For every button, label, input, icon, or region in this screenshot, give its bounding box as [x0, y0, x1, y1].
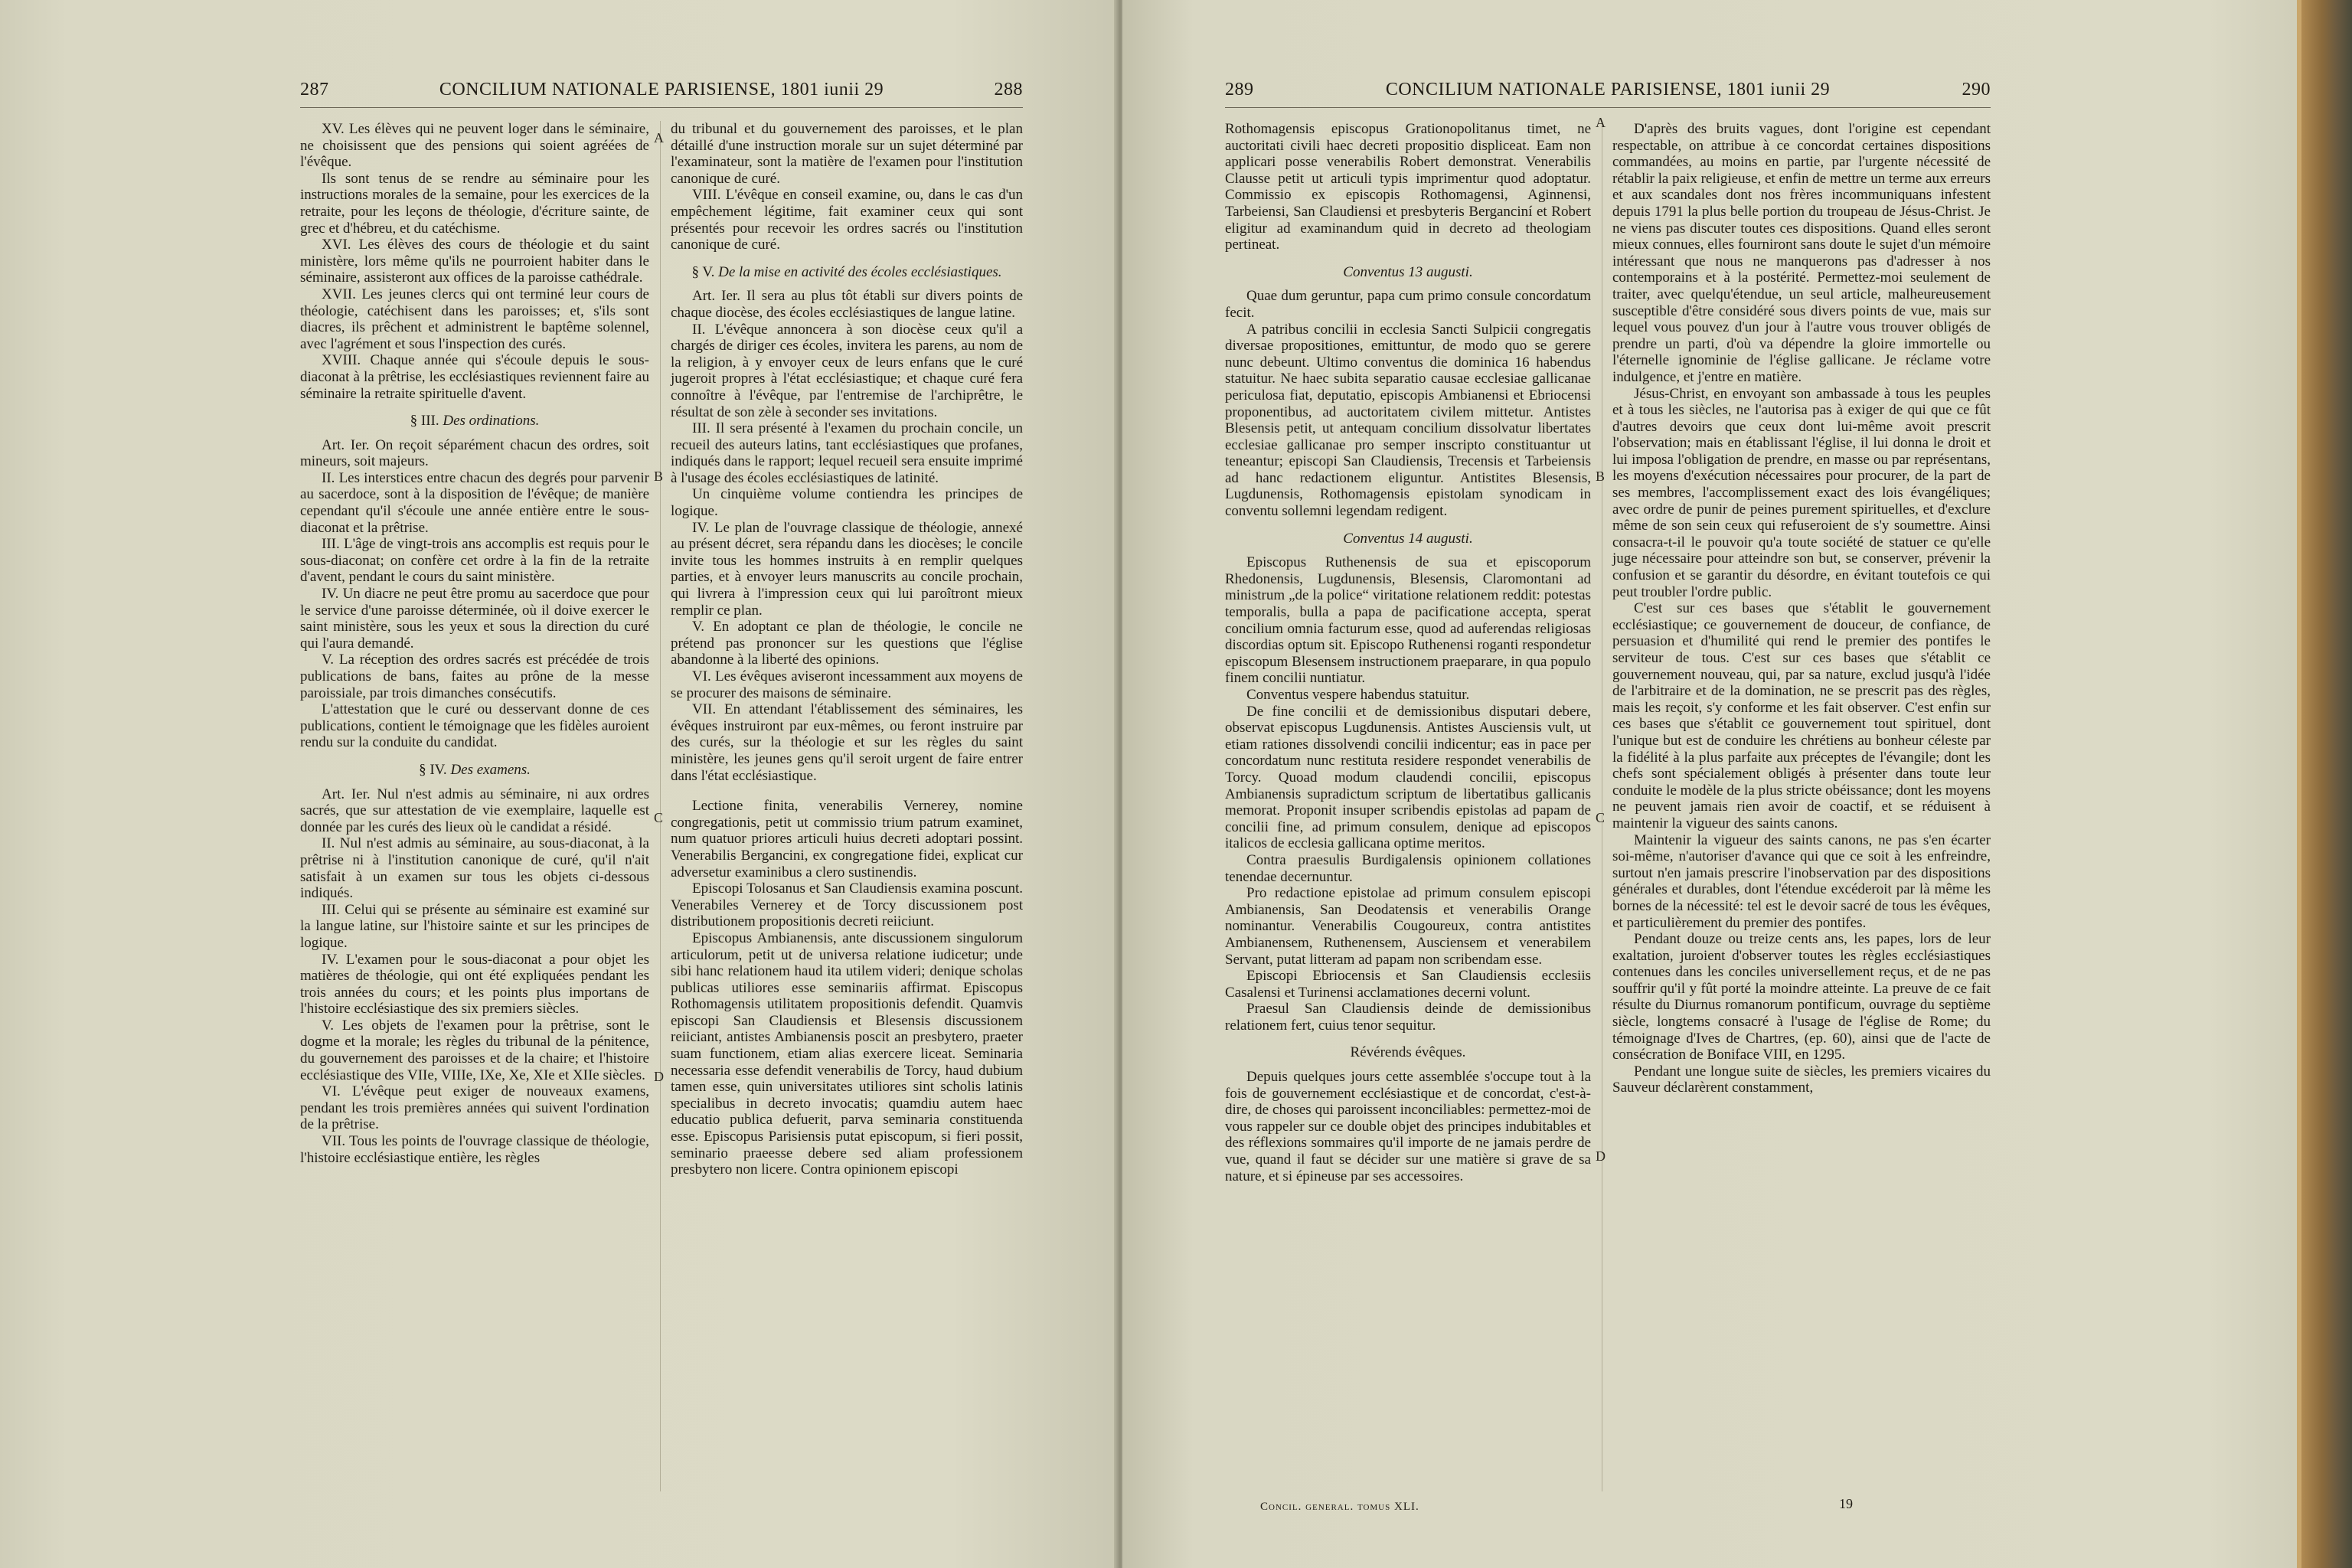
paragraph: Art. Ier. Nul n'est admis au séminaire, ni aux ordres sacrés, que sur attestation de vie exemplaire, laquelle est donnée par les curés des lieux où le candidat a résidé. — [300, 786, 649, 835]
address-heading: Révérends évêques. — [1350, 1044, 1466, 1061]
left-running-header — [300, 80, 1023, 103]
paragraph: II. L'évêque annoncera à son diocèse ceux qu'il a chargés de diriger ces écoles, invitera les parens, au nom de la religion, à y envoyer ceux de leurs enfans que le curé jugeroit propres à l'état ecclésiastique; et chaque curé fera connoître à l'évêque, par l'entremise de l'archiprêtre, le résultat de son zèle à seconder ses invitations. — [671, 321, 1023, 420]
margin-letter-c: C — [1596, 810, 1606, 825]
running-title-left: CONCILIUM NATIONALE PARISIENSE, 1801 iunii 29 — [439, 80, 884, 100]
margin-letter-a: A — [654, 130, 664, 145]
spacer — [671, 784, 1023, 798]
paragraph: IV. Un diacre ne peut être promu au sacerdoce que pour le service d'une paroisse déterminée, où il doive exercer le saint ministère, sous les yeux et sous la direction du curé qui l'aura demandé. — [300, 586, 649, 652]
paragraph: Pendant douze ou treize cents ans, les papes, lors de leur exaltation, juroient d'observer toutes les règles ecclésiastiques contenues dans les conciles universellement reçus, et de ne pas souffrir qu'il y fût porté la moindre atteinte. La preuve de ce fait résulte du Diurnus romanorum pontificum, ouvrage du septième siècle, longtems consacré à l'usage de l'église de Rome; du témoignage d'Ives de Chartres, (ep. 60), ainsi que de l'acte de consécration de Boniface VIII, en 1295. — [1612, 931, 1991, 1063]
column-2 — [671, 121, 1023, 1178]
paragraph: V. En adoptant ce plan de théologie, le concile ne prétend pas prononcer sur les questions que l'église abandonne à la liberté des opinions. — [671, 619, 1023, 668]
paragraph: Episcopus Ruthenensis de sua et episcoporum Rhedonensis, Lugdunensis, Blesensis, Claromontani ad ministrum „de la police“ viritatione relationem reddit: potestas temporalis, bulla a papa de pacificatione accepta, sperat concilium omnia facturum esse, quod ad auferendas religiosas discordias optum sit. Episcopo Ruthenensi roganti respondetur episcopum Blesensem instructionem praeparare, in qua populo finem concilii nuntiatur. — [1225, 554, 1591, 687]
paragraph: Art. Ier. On reçoit séparément chacun des ordres, soit mineurs, soit majeurs. — [300, 436, 649, 470]
paragraph: Quae dum geruntur, papa cum primo consule concordatum fecit. — [1225, 288, 1591, 321]
paragraph: VI. Les évêques aviseront incessamment aux moyens de se procurer des maisons de séminaire. — [671, 668, 1023, 701]
paragraph: Ils sont tenus de se rendre au séminaire pour les instructions morales de la semaine, pour les exercices de la retraite, pour les leçons de théologie, d'écriture sainte, de grec et d'hébreu, et du catéchisme. — [300, 170, 649, 237]
paragraph: Episcopi Tolosanus et San Claudiensis examina poscunt. Venerabiles Vernerey et de Torcy discussionem post distributionem propositionis decreti reiiciunt. — [671, 880, 1023, 930]
paragraph: V. Les objets de l'examen pour la prêtrise, sont le dogme et la morale; les règles du tribunal de la pénitence, du gouvernement des paroisses et de la chaire; et l'histoire ecclésiastique des VIIe, VIIIe, IXe, Xe, XIe et XIIe siècles. — [300, 1017, 649, 1083]
paragraph: Un cinquième volume contiendra les principes de logique. — [671, 486, 1023, 520]
margin-letter-b: B — [1596, 469, 1606, 484]
margin-letter-b: B — [654, 469, 664, 484]
column-4 — [1612, 121, 1991, 1096]
paragraph: Contra praesulis Burdigalensis opinionem collationes tenendae decernuntur. — [1225, 851, 1591, 885]
paragraph: A patribus concilii in ecclesia Sancti Sulpicii congregatis diversae propositiones, emittuntur, de modo quo se gerere nunc debeunt. Ultimo conventus die dominica 16 habendus statuitur. Ne haec subita separatio causae ecclesiae gallicanae periculosa fiat, deputatio, episcopis Ambianensi et Ebriocensi proponentibus, ad auctoritatem civilem mittetur. Antistes Blesensis petit, ut antequam concilium dissolvatur libertates ecclesiae gallicanae pro semper inscripto constituantur ut teneantur; episcopi San Claudiensis, Trecensis et Tarbeiensis ad hanc redactionem eliguntur. Antistites Blesensis, Lugdunensis, Rothomagensis epistolam synodicam in conventu sollemni legendam redigent. — [1225, 321, 1591, 520]
paragraph: L'attestation que le curé ou desservant donne de ces publications, contient le témoignage que les fidèles auroient rendu sur la conduite du candidat. — [300, 701, 649, 751]
section-title: Des ordinations. — [443, 413, 540, 430]
signature-mark: 19 — [1839, 1496, 1853, 1511]
paragraph: XVII. Les jeunes clercs qui ont terminé leur cours de théologie, catéchisent dans les paroisses; et, s'ils sont diacres, ils prêchent et administrent le baptême solennel, avec l'agrément et sous l'inspection des curés. — [300, 286, 649, 352]
paragraph: III. Il sera présenté à l'examen du prochain concile, un recueil des auteurs latins, tant ecclésiastiques que profanes, indiqués dans le rapport; lequel recueil sera ensuite imprimé à l'usage des écoles ecclésiastiques de latinité. — [671, 420, 1023, 486]
paragraph: VII. Tous les points de l'ouvrage classique de théologie, l'histoire ecclésiastique entière, les règles — [300, 1133, 649, 1166]
running-title-right: CONCILIUM NATIONALE PARISIENSE, 1801 iunii 29 — [1385, 80, 1831, 100]
section-number: § IV. — [419, 761, 447, 778]
header-rule-left — [300, 107, 1023, 108]
paragraph: Lectione finita, venerabilis Vernerey, nomine congregationis, petit ut commissio trium patrum examinet, num quatuor priores articuli huius decreti adoptari possint. Venerabilis Bergancini, ex congregatione fidei, explicat cur adversetur examinibus a clero sustinendis. — [671, 798, 1023, 880]
paragraph: Maintenir la vigueur des saints canons, ne pas s'en écarter soi-même, n'autoriser d'avance qui que ce soit à les enfreindre, surtout n'en jamais prescrire l'inobservation par des dispositions générales et durables, dont l'étendue excéderoit par là même les bornes de la nécessité: tel est le devoir sacré de tous les évêques, et particulièrement du premier des pontifes. — [1612, 831, 1991, 931]
paragraph: Pro redactione epistolae ad primum consulem episcopi Ambianensis, San Deodatensis et venerabilis Orange nominantur. Venerabilis Cougoureux, contra antistites Ambianensem, Ruthenensem, Ausciensem et venerabilem Servant, putat litteram ad papam non scribendam esse. — [1225, 885, 1591, 968]
left-page — [0, 0, 1118, 1568]
paragraph: VII. En attendant l'établissement des séminaires, les évêques instruiront par eux-mêmes, ou feront instruire par des curés, sur la théologie et sur les règles du saint ministère, les jeunes gens qu'il seroit urgent de faire entrer dans l'état ecclésiastique. — [671, 701, 1023, 784]
paragraph: C'est sur ces bases que s'établit le gouvernement ecclésiastique; ce gouvernement de douceur, de confiance, de persuasion et d'humilité qui rend le premier des pontifes le serviteur de tous. C'est sur ces bases que s'établit ce gouvernement nouveau, qui, par sa nature, exclud jusqu'à l'idée de l'arbitraire et de la domination, ne se prescrit pas des règles, mais les reçoit, s'y conforme et les fait observer. C'est enfin sur ces bases que s'établit ce gouvernement tout spirituel, dont l'unique but est de conduire les chrétiens au bonheur céleste par la fidélité à la plus parfaite aux préceptes de l'évangile; dont les chefs sont spécialement obligés à présenter dans toute leur conduite le modèle de la plus stricte obéissance; dont les moyens ne peuvent jamais rien avoir de coactif, et se réduisent à maintenir la vigueur des saints canons. — [1612, 600, 1991, 831]
column-1 — [300, 121, 649, 1166]
page-number-289: 289 — [1225, 80, 1254, 100]
paragraph: Episcopus Ambianensis, ante discussionem singulorum articulorum, petit ut de universa relatione iudicetur; unde sibi hanc relationem haud ita utilem videri; denique scholas publicas utiliores esse seminariis affirmat. Episcopus Rothomagensis utilitatem propositionis defendit. Quamvis episcopi San Claudiensis et Blesensis discussionem reiiciant, antistes Ambianensis poscit an presbytero, praeter suam functionem, etiam alias exercere liceat. Seminaria necessaria esse defendit venerabilis de Torcy, haud dubium tamen esse, quin universitates utiliores sint scholis latinis specialibus in decreto invocatis; quamdiu autem haec educatio publica defuerit, parva seminaria constituenda esse. Episcopus Parisiensis putat episcopum, si fieri possit, seminario praeesse debere sed aliam professionem presbytero non licere. Contra opinionem episcopi — [671, 929, 1023, 1178]
paragraph: IV. Le plan de l'ouvrage classique de théologie, annexé au présent décret, sera répandu dans les diocèses; le concile invite tous les hommes instruits à en remplir quelques parties, et à envoyer leurs manuscrits au concile prochain, qui livrera à l'impression ceux qui lui paroîtront mieux remplir ce plan. — [671, 519, 1023, 619]
session-heading: Conventus 14 augusti. — [1343, 530, 1473, 547]
volume-footer: Concil. general. tomus XLI. — [1260, 1501, 1419, 1513]
paragraph: II. Nul n'est admis au séminaire, au sous-diaconat, à la prêtrise ni à l'institution canonique de curé, qu'il n'ait satisfait à un examen sur tous les objets ci-dessous indiqués. — [300, 835, 649, 902]
paragraph: IV. L'examen pour le sous-diaconat a pour objet les matières de théologie, qui ont été expliquées pendant les trois années du cours; et les points plus importans de l'histoire ecclésiastique des six premiers siècles. — [300, 951, 649, 1018]
paragraph: II. Les interstices entre chacun des degrés pour parvenir au sacerdoce, sont à la disposition de l'évêque; de manière cependant qu'il s'écoule une année entière entre le sous-diaconat et la prêtrise. — [300, 469, 649, 536]
section-title: Des examens. — [450, 761, 531, 778]
paragraph: De fine concilii et de demissionibus disputari debere, observat episcopus Lugdunensis. Antistes Ausciensis vult, ut etiam rationes dissolvendi concilii indicentur; eas in pace per concordatum nunc restituta residere respondet venerabilis de Torcy. Quoad modum claudendi concilii, episcopus Ambianensis supradictum scriptum de libertatibus gallicanis memorat. Proponit insuper scribendis epistolas ad papam de concilii fine, ad primum consulem, denique ad episcopos italicos de ecclesia gallicana optime meritos. — [1225, 703, 1591, 852]
paragraph: Depuis quelques jours cette assemblée s'occupe tout à la fois de gouvernement ecclésiastique et de concordat, c'est-à-dire, de choses qui paroissent inconciliables: permettez-moi de vous rappeler sur ce double objet des principes indubitables et des réflexions sommaires qu'il importe de ne jamais perdre de vue, quand il faut se décider sur une matière si grave de sa nature, et si épineuse par ses accessoires. — [1225, 1069, 1591, 1184]
margin-letter-a: A — [1596, 115, 1606, 130]
paragraph: III. L'âge de vingt-trois ans accomplis est requis pour le sous-diaconat; on confère cet ordre à la fin de la retraite d'avent, pendant le cours du saint ministère. — [300, 536, 649, 586]
section-number: § V. — [691, 263, 715, 280]
right-page — [1122, 0, 2301, 1568]
paragraph: V. La réception des ordres sacrés est précédée de trois publications de bans, faites au prône de la messe paroissiale, par trois dimanches consécutifs. — [300, 652, 649, 701]
section-title: De la mise en activité des écoles ecclésiastiques. — [718, 263, 1002, 280]
section-heading — [300, 413, 649, 430]
paragraph: VIII. L'évêque en conseil examine, ou, dans le cas d'un empêchement légitime, fait examiner ceux qui sont présentés pour recevoir les ordres sacrés ou l'institution canonique de curé. — [671, 187, 1023, 253]
paragraph: VI. L'évêque peut exiger de nouveaux examens, pendant les trois premières années qui suivent l'ordination de la prêtrise. — [300, 1083, 649, 1133]
section-heading — [671, 264, 1023, 281]
paragraph: du tribunal et du gouvernement des paroisses, et le plan détaillé d'une instruction morale sur un sujet déterminé par l'examinateur, sont la matière de l'examen pour l'institution canonique de curé. — [671, 121, 1023, 187]
page-number-290: 290 — [1962, 80, 1991, 100]
paragraph: Episcopi Ebriocensis et San Claudiensis ecclesiis Casalensi et Turinensi acclamationes decerni volunt. — [1225, 968, 1591, 1001]
header-rule-right — [1225, 107, 1991, 108]
paragraph: XV. Les élèves qui ne peuvent loger dans le séminaire, ne choisissent que des pensions qui soient agréées de l'évêque. — [300, 121, 649, 171]
column-3 — [1225, 121, 1591, 1184]
paragraph: III. Celui qui se présente au séminaire est examiné sur la langue latine, sur l'histoire sainte et sur les principes de logique. — [300, 901, 649, 951]
page-number-288: 288 — [994, 80, 1023, 100]
margin-letter-d: D — [1596, 1148, 1606, 1164]
paragraph: XVIII. Chaque année qui s'écoule depuis le sous-diaconat à la prêtrise, les ecclésiastiques reviennent faire au séminaire la retraite spirituelle d'avent. — [300, 352, 649, 402]
paragraph: Pendant une longue suite de siècles, les premiers vicaires du Sauveur déclarèrent constamment, — [1612, 1063, 1991, 1096]
paragraph: D'après des bruits vagues, dont l'origine est cependant respectable, on attribue à ce concordat certaines dispositions commandées, au moins en partie, par l'urgente nécessité de rétablir la paix religieuse, et enfin de mettre un terme aux erreurs et aux scandales dont nos frères incommuniquans infestent depuis 1791 la plus belle portion du troupeau de Jésus-Christ. Je ne viens pas discuter toutes ces dispositions. Quand elles seront mieux connues, elles fourniront sans doute le sujet d'un mémoire intéressant que nous ne manquerons pas d'adresser à nos contemporains et à la postérité. Permettez-moi seulement de traiter, avec quelqu'étendue, un seul article, malheureusement susceptible d'être considéré sous divers points de vue, mais sur lequel vous pouvez d'un jour à l'autre vous trouver obligés de prendre un parti, d'où va dépendre la gloire immortelle ou l'éternelle ignominie de l'église gallicane. Je réclame votre indulgence, et j'entre en matière. — [1612, 121, 1991, 385]
column-divider-left — [660, 121, 661, 1491]
margin-letter-c: C — [654, 810, 664, 825]
paragraph: Art. Ier. Il sera au plus tôt établi sur divers points de chaque diocèse, des écoles ecclésiastiques de langue latine. — [671, 288, 1023, 321]
margin-letter-d: D — [654, 1069, 664, 1084]
page-number-287: 287 — [300, 80, 329, 100]
paragraph: Jésus-Christ, en envoyant son ambassade à tous les peuples et à tous les siècles, ne l'autorisa pas à exiger de qui que ce fût d'autres devoirs que ceux dont lui-même avoit prescrit l'observation; mais en établissant l'église, il lui donna le droit et lui imposa l'obligation de prendre, en masse ou par représentans, les moyens d'exécution nécessaires pour procurer, de la part de ses membres, l'accomplissement exact des lois évangéliques; avec ordre de punir de peines purement spirituelles, et d'exclure même de son sein ceux qui refuseroient de s'y soumettre. Ainsi consacra-t-il le pouvoir qu'a toute société de statuer ce qu'elle juge nécessaire pour atteindre son but, se conserver, prévenir la confusion et se garantir du désordre, en évitant toutefois ce qui peut troubler l'ordre public. — [1612, 385, 1991, 600]
paragraph: XVI. Les élèves des cours de théologie et du saint ministère, lors même qu'ils ne pourroient habiter dans le séminaire, assisteront aux offices de la paroisse cathédrale. — [300, 237, 649, 286]
book-edge — [2301, 0, 2352, 1568]
paragraph: Praesul San Claudiensis deinde de demissionibus relationem fert, cuius tenor sequitur. — [1225, 1001, 1591, 1034]
section-number: § III. — [410, 413, 439, 430]
section-heading — [300, 762, 649, 779]
right-running-header — [1225, 80, 1991, 103]
session-heading: Conventus 13 augusti. — [1343, 263, 1473, 280]
paragraph: Rothomagensis episcopus Grationopolitanus timet, ne auctoritati civili haec decreti propositio displiceat. Eam non applicari posse venerabilis Robert demonstrat. Venerabilis Clausse petit ut articuli typis imprimentur quod adoptatur. Commissio ex episcopis Rothomagensi, Aginnensi, Tarbeiensi, San Claudiensi et presbyteris Berganciní et Robert eligitur ad examinandum quid in decreto ad theologiam pertineat. — [1225, 121, 1591, 253]
paragraph: Conventus vespere habendus statuitur. — [1246, 687, 1470, 703]
